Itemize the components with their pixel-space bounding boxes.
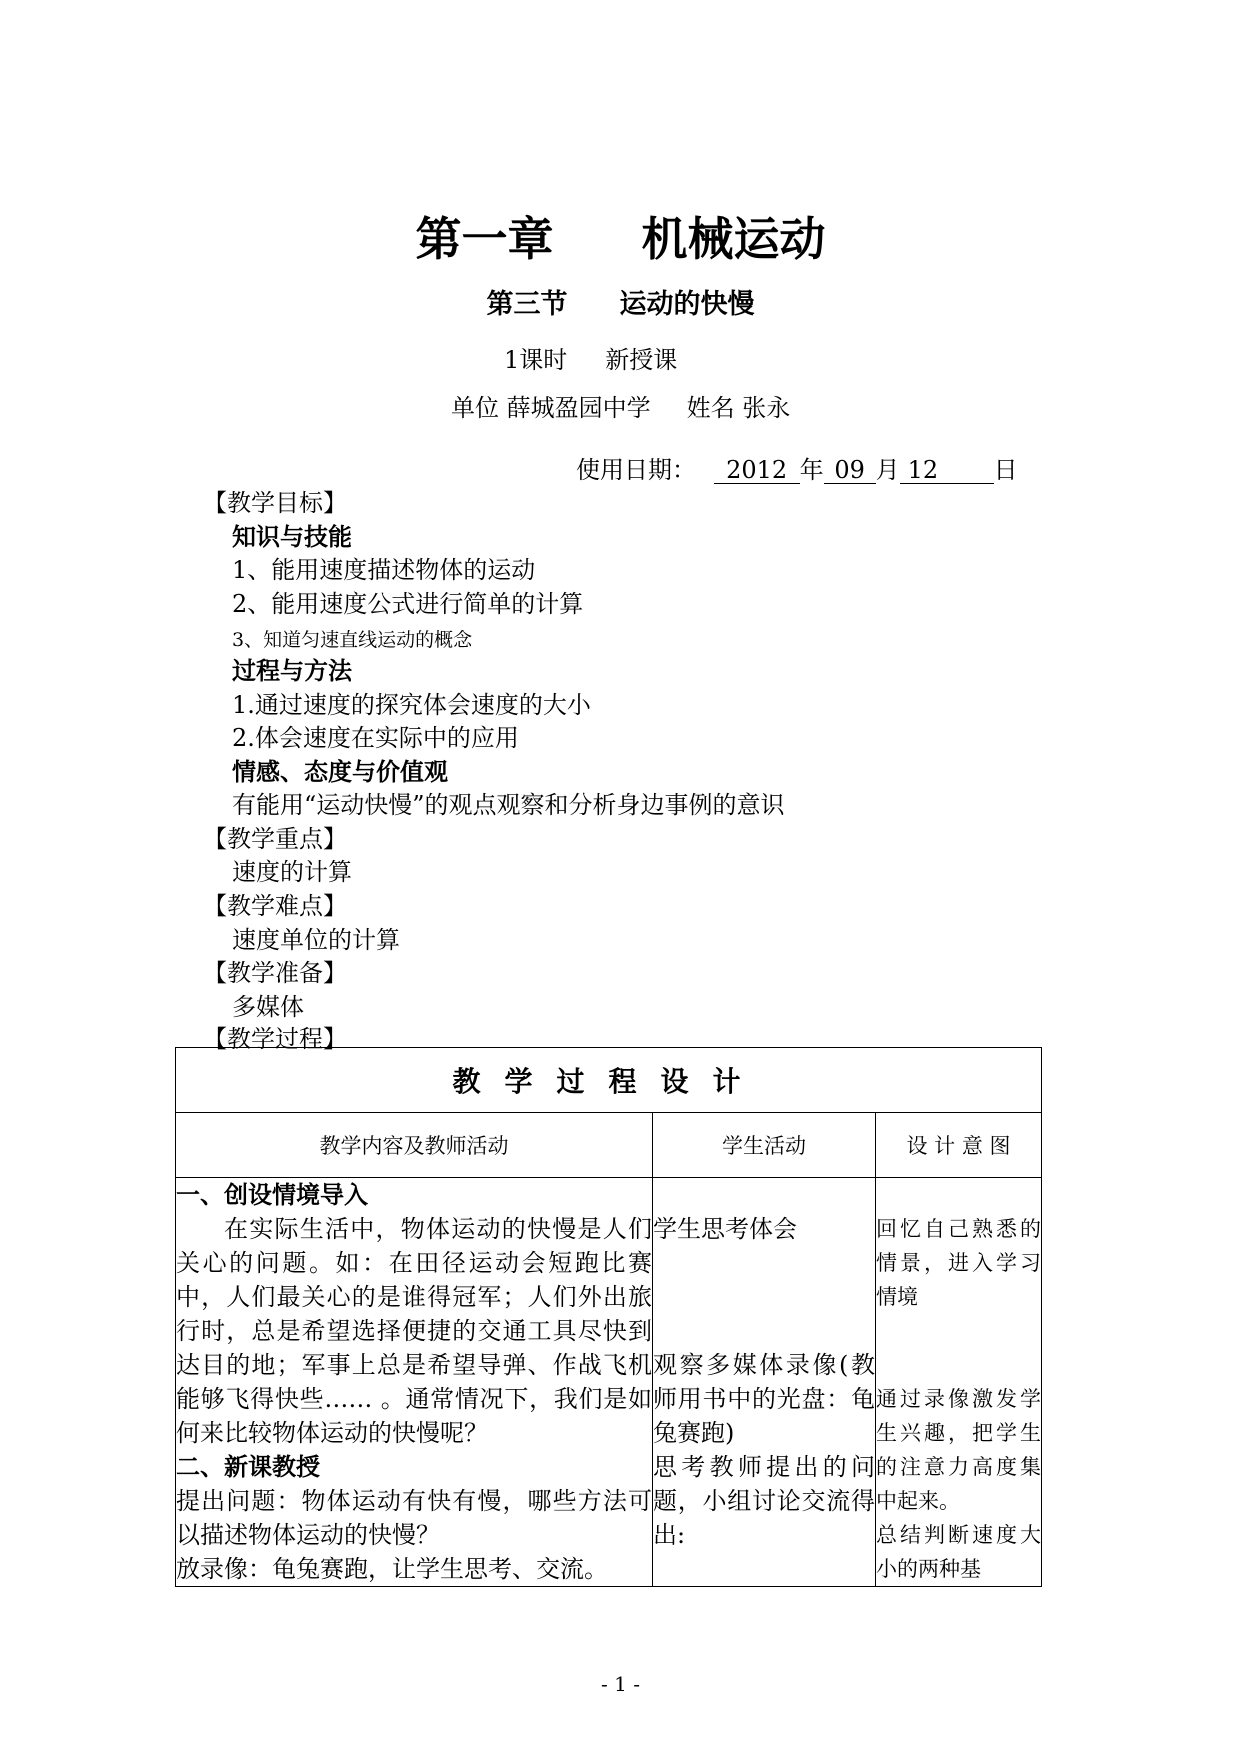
objectives-heading: 【教学目标】 [203, 489, 347, 517]
name-value: 张永 [742, 394, 791, 422]
date-day: 12 [900, 457, 994, 484]
emotion-text: 有能用“运动快慢”的观点观察和分析身边事例的意识 [232, 791, 785, 819]
process-item-2: 2.体会速度在实际中的应用 [232, 724, 519, 752]
column-header-teacher: 教学内容及教师活动 [176, 1113, 653, 1178]
date-label: 使用日期： [576, 456, 696, 484]
section-2-video: 放录像：龟兔赛跑，让学生思考、交流。 [176, 1555, 608, 1583]
section-1-paragraph: 在实际生活中，物体运动的快慢是人们关心的问题。如：在田径运动会短跑比赛中，人们最关心的是谁得冠军；人们外出旅行时，总是希望选择便捷的交通工具尽快到达目的地；军事上总是希望导弹、作战飞机能够飞得快些…… 。通常情况下，我们是如何来比较物体运动的快慢呢？ [176, 1215, 652, 1447]
design-intent-1: 回忆自己熟悉的情景，进入学习情境 [876, 1217, 1042, 1309]
column-header-intent: 设 计 意 图 [876, 1113, 1042, 1178]
column-header-student: 学生活动 [653, 1113, 876, 1178]
author-info [451, 388, 790, 423]
difficulty-text: 速度单位的计算 [232, 926, 400, 954]
process-design-table [175, 1047, 1042, 1587]
section-1-heading: 一、创设情境导入 [176, 1181, 368, 1209]
student-activity-3: 思考教师提出的问题，小组讨论交流得出: [653, 1453, 875, 1549]
date-month-unit: 月 [875, 456, 900, 484]
section-title-line [0, 282, 1241, 321]
chapter-name: 机械运动 [641, 212, 826, 266]
key-point-heading: 【教学重点】 [203, 825, 347, 853]
design-intent-3: 总结判断速度大小的两种基 [876, 1523, 1042, 1581]
teacher-activity-cell [176, 1178, 653, 1587]
key-point-text: 速度的计算 [232, 858, 352, 886]
teaching-process-heading: 【教学过程】 [203, 1025, 347, 1053]
student-activity-cell [653, 1178, 876, 1587]
chapter-number: 第一章 [415, 212, 554, 266]
student-activity-1: 学生思考体会 [653, 1215, 797, 1243]
knowledge-item-3: 3、知道匀速直线运动的概念 [232, 629, 473, 651]
student-activity-2: 观察多媒体录像(教师用书中的光盘：龟兔赛跑) [653, 1351, 875, 1447]
page-number: - 1 - [601, 1672, 640, 1696]
date-year-unit: 年 [799, 456, 824, 484]
section-2-heading: 二、新课教授 [176, 1453, 320, 1481]
section-2-question: 提出问题：物体运动有快有慢，哪些方法可以描述物体运动的快慢？ [176, 1487, 652, 1549]
lesson-type: 新授课 [605, 346, 678, 374]
chapter-title-line [0, 203, 1241, 269]
unit-label: 单位 [451, 394, 499, 422]
unit-value: 薛城盈园中学 [506, 394, 651, 422]
design-intent-cell [876, 1178, 1042, 1587]
preparation-text: 多媒体 [232, 993, 304, 1021]
preparation-heading: 【教学准备】 [203, 959, 347, 987]
section-name: 运动的快慢 [619, 289, 755, 320]
process-method-heading: 过程与方法 [232, 657, 352, 685]
section-number: 第三节 [486, 289, 568, 320]
design-intent-2: 通过录像激发学生兴趣，把学生的注意力高度集中起来。 [876, 1387, 1042, 1513]
knowledge-item-2: 2、能用速度公式进行简单的计算 [232, 590, 584, 618]
lesson-count: 1课时 [504, 346, 568, 374]
knowledge-item-1: 1、能用速度描述物体的运动 [232, 556, 536, 584]
knowledge-heading: 知识与技能 [232, 523, 352, 551]
date-month: 09 [824, 457, 876, 484]
emotion-heading: 情感、态度与价值观 [232, 758, 448, 786]
table-title: 教学过程设计 [176, 1048, 1042, 1113]
name-label: 姓名 [686, 394, 735, 422]
date-year: 2012 [714, 457, 800, 484]
difficulty-heading: 【教学难点】 [203, 892, 347, 920]
process-item-1: 1.通过速度的探究体会速度的大小 [232, 691, 591, 719]
date-day-unit: 日 [993, 456, 1018, 484]
lesson-info [504, 340, 677, 375]
usage-date [576, 450, 1018, 485]
